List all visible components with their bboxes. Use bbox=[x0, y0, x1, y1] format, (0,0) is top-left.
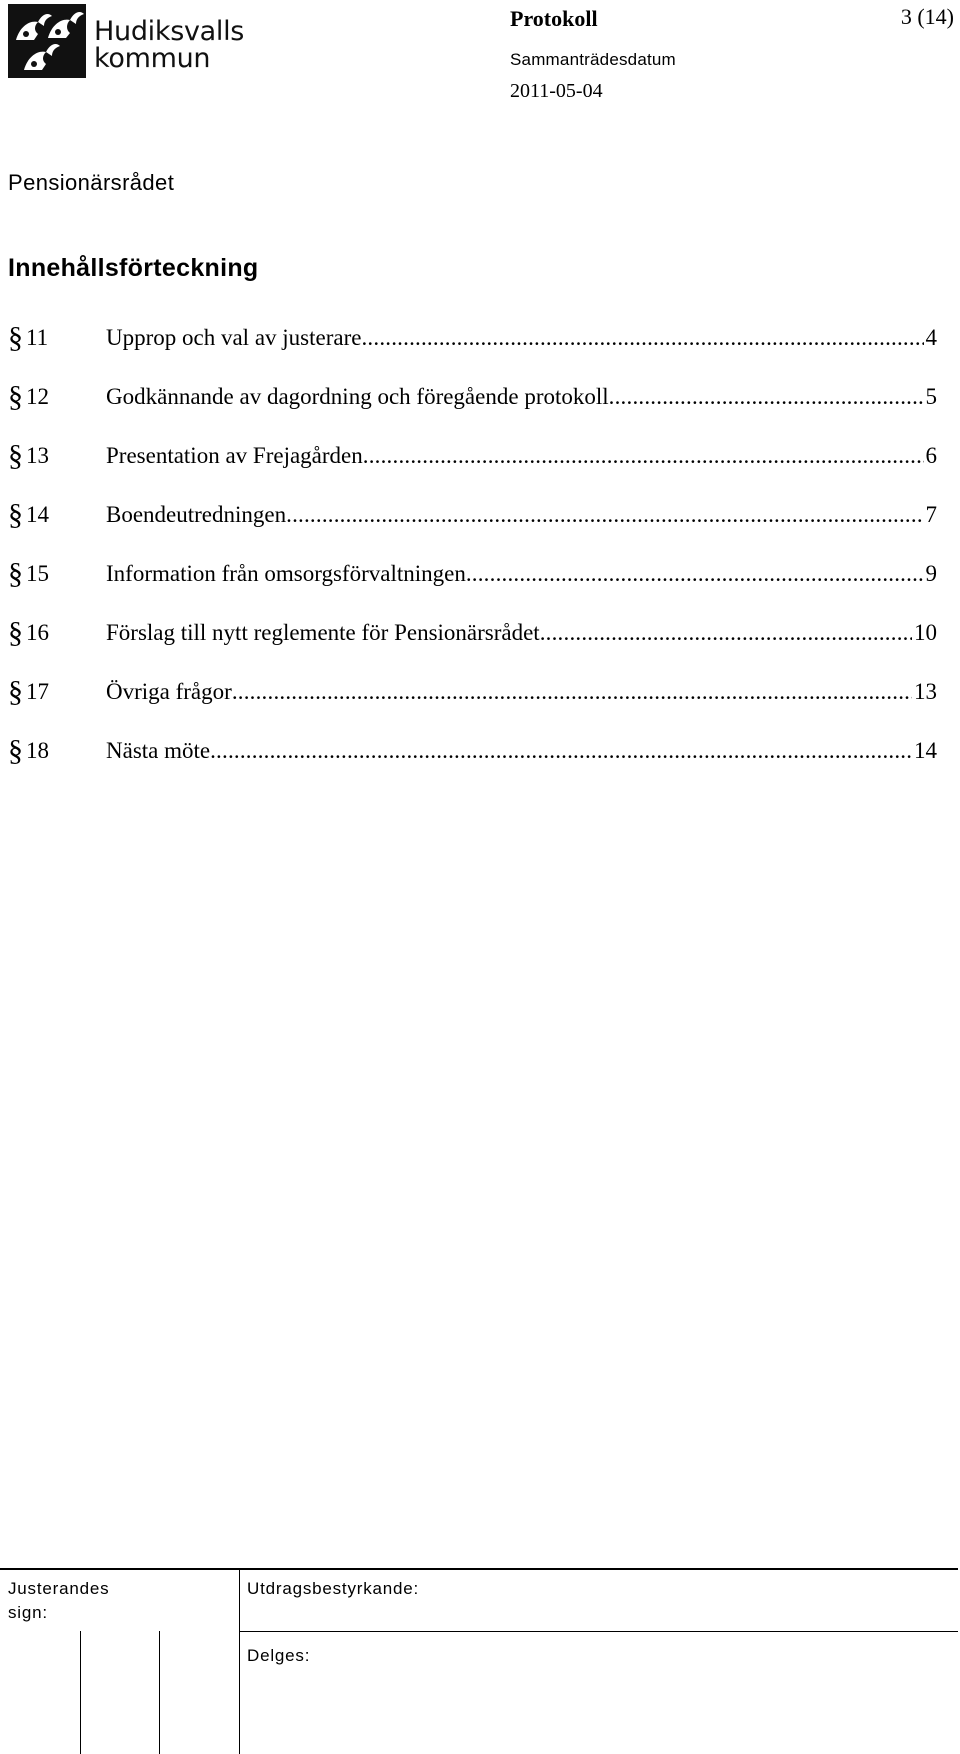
toc-entry-page: 7 bbox=[925, 502, 937, 527]
footer-divider bbox=[239, 1631, 958, 1632]
toc-entry[interactable] bbox=[8, 377, 937, 436]
toc-entry-number: 12 bbox=[26, 384, 49, 409]
section-symbol: § bbox=[8, 380, 23, 413]
organization-name: Pensionärsrådet bbox=[8, 170, 175, 195]
toc-entry-number: 18 bbox=[26, 738, 49, 763]
footer-divider bbox=[239, 1570, 240, 1754]
toc-entry[interactable] bbox=[8, 318, 937, 377]
toc-entry-number: 14 bbox=[26, 502, 49, 527]
toc-entry-title: Upprop och val av justerare bbox=[106, 325, 362, 350]
toc-leader-dots bbox=[286, 500, 923, 530]
signature-box-divider bbox=[80, 1631, 81, 1754]
section-symbol: § bbox=[8, 616, 23, 649]
toc-entry[interactable] bbox=[8, 495, 937, 554]
meeting-date: 2011-05-04 bbox=[510, 80, 603, 102]
section-symbol: § bbox=[8, 734, 23, 767]
logo-text-hudiksvalls: Hudiksvalls bbox=[94, 16, 245, 47]
signature-box-divider bbox=[159, 1631, 160, 1754]
toc-entry-title: Presentation av Frejagården bbox=[106, 443, 363, 468]
toc-entry-number: 15 bbox=[26, 561, 49, 586]
toc-entry-page: 9 bbox=[925, 561, 937, 586]
meeting-date-label: Sammanträdesdatum bbox=[510, 50, 676, 69]
logo-text-kommun: kommun bbox=[94, 43, 211, 74]
toc-entry-title: Övriga frågor bbox=[106, 679, 232, 704]
utdragsbestyrkande-label: Utdragsbestyrkande: bbox=[247, 1579, 420, 1598]
toc-entry-page: 14 bbox=[914, 738, 937, 763]
toc-entry-page: 5 bbox=[925, 384, 937, 409]
toc-entry[interactable] bbox=[8, 672, 937, 731]
toc-entry-number: 11 bbox=[26, 325, 49, 350]
toc-entry[interactable] bbox=[8, 436, 937, 495]
section-symbol: § bbox=[8, 675, 23, 708]
toc-entry-title: Nästa möte bbox=[106, 738, 211, 763]
footer-top-rule bbox=[0, 1568, 958, 1570]
toc-entry-number: 17 bbox=[26, 679, 49, 704]
toc-entry-page: 10 bbox=[914, 620, 937, 645]
section-symbol: § bbox=[8, 439, 23, 472]
justerandes-sign-label bbox=[8, 1577, 109, 1625]
table-of-contents bbox=[8, 318, 937, 790]
delges-label: Delges: bbox=[247, 1646, 311, 1665]
signature-footer bbox=[0, 1568, 960, 1754]
toc-leader-dots bbox=[361, 323, 923, 353]
justerandes-label-line1: Justerandes bbox=[8, 1579, 110, 1598]
section-symbol: § bbox=[8, 321, 23, 354]
toc-entry-title: Boendeutredningen bbox=[106, 502, 287, 527]
toc-entry-title: Information från omsorgsförvaltningen bbox=[106, 561, 466, 586]
page-indicator: 3 (14) bbox=[900, 4, 954, 29]
toc-leader-dots bbox=[232, 677, 912, 707]
goat-emblem-icon bbox=[8, 4, 86, 78]
section-symbol: § bbox=[8, 498, 23, 531]
toc-entry[interactable] bbox=[8, 613, 937, 672]
document-type: Protokoll bbox=[510, 6, 598, 31]
toc-leader-dots bbox=[540, 618, 912, 648]
toc-entry-page: 6 bbox=[925, 443, 937, 468]
section-symbol: § bbox=[8, 557, 23, 590]
toc-entry-title: Godkännande av dagordning och föregående protokoll bbox=[106, 384, 609, 409]
toc-entry-number: 16 bbox=[26, 620, 49, 645]
toc-leader-dots bbox=[363, 441, 924, 471]
justerandes-label-line2: sign: bbox=[8, 1603, 48, 1622]
municipality-logo bbox=[8, 4, 248, 78]
toc-heading: Innehållsförteckning bbox=[8, 254, 259, 282]
toc-entry-page: 4 bbox=[925, 325, 937, 350]
toc-entry[interactable] bbox=[8, 554, 937, 613]
toc-entry-title: Förslag till nytt reglemente för Pensionärsrådet bbox=[106, 620, 540, 645]
toc-entry-number: 13 bbox=[26, 443, 49, 468]
toc-leader-dots bbox=[609, 382, 924, 412]
toc-entry-page: 13 bbox=[914, 679, 937, 704]
toc-leader-dots bbox=[466, 559, 924, 589]
toc-leader-dots bbox=[210, 736, 912, 766]
toc-entry[interactable] bbox=[8, 731, 937, 790]
